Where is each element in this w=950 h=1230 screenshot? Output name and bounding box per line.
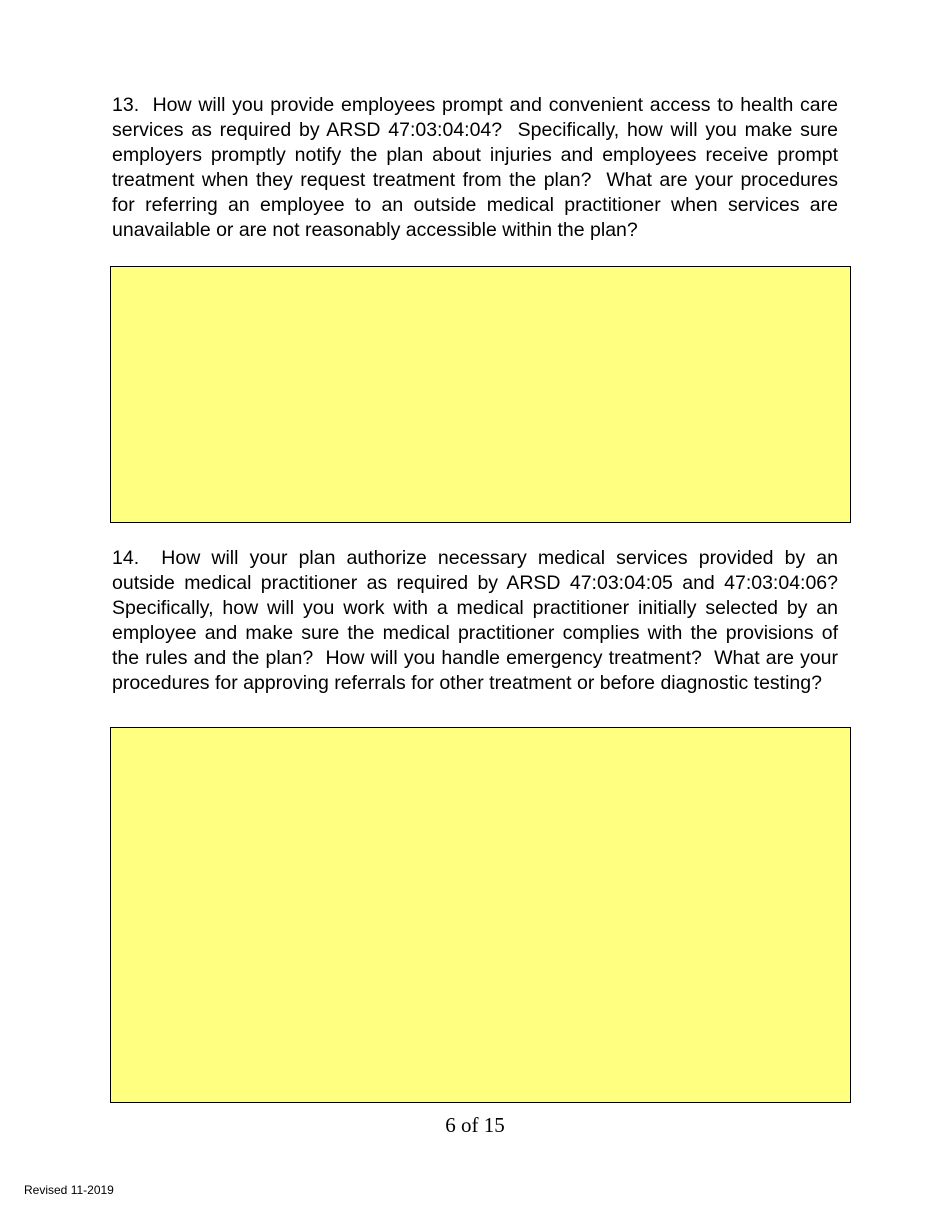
question-13-text: 13. How will you provide employees prompt and convenient access to health care services as required by ARSD 47:03:04:04? Specifically, how will you make sure employers promptly notify the plan about injuries and employees receive prompt treatment when they request treatment from the plan? What are your procedures for referring an employee to an outside medical practitioner when services are unavailable or are not reasonably accessible within the plan? bbox=[112, 94, 844, 241]
page-number: 6 of 15 bbox=[445, 1113, 505, 1137]
question-14-answer-field[interactable] bbox=[110, 727, 851, 1103]
question-14-text: 14. How will your plan authorize necessary medical services provided by an outside medical practitioner as required by ARSD 47:03:04:05 and 47:03:04:06? Specifically, how will you work with a medical practitioner initially selected by an employee and make sure the medical practitioner complies with the provisions of the rules and the plan? How will you handle emergency treatment? What are your procedures for approving referrals for other treatment or before diagnostic testing? bbox=[112, 547, 849, 694]
revision-date: Revised 11-2019 bbox=[24, 1183, 114, 1197]
question-13-answer-field[interactable] bbox=[110, 266, 851, 523]
